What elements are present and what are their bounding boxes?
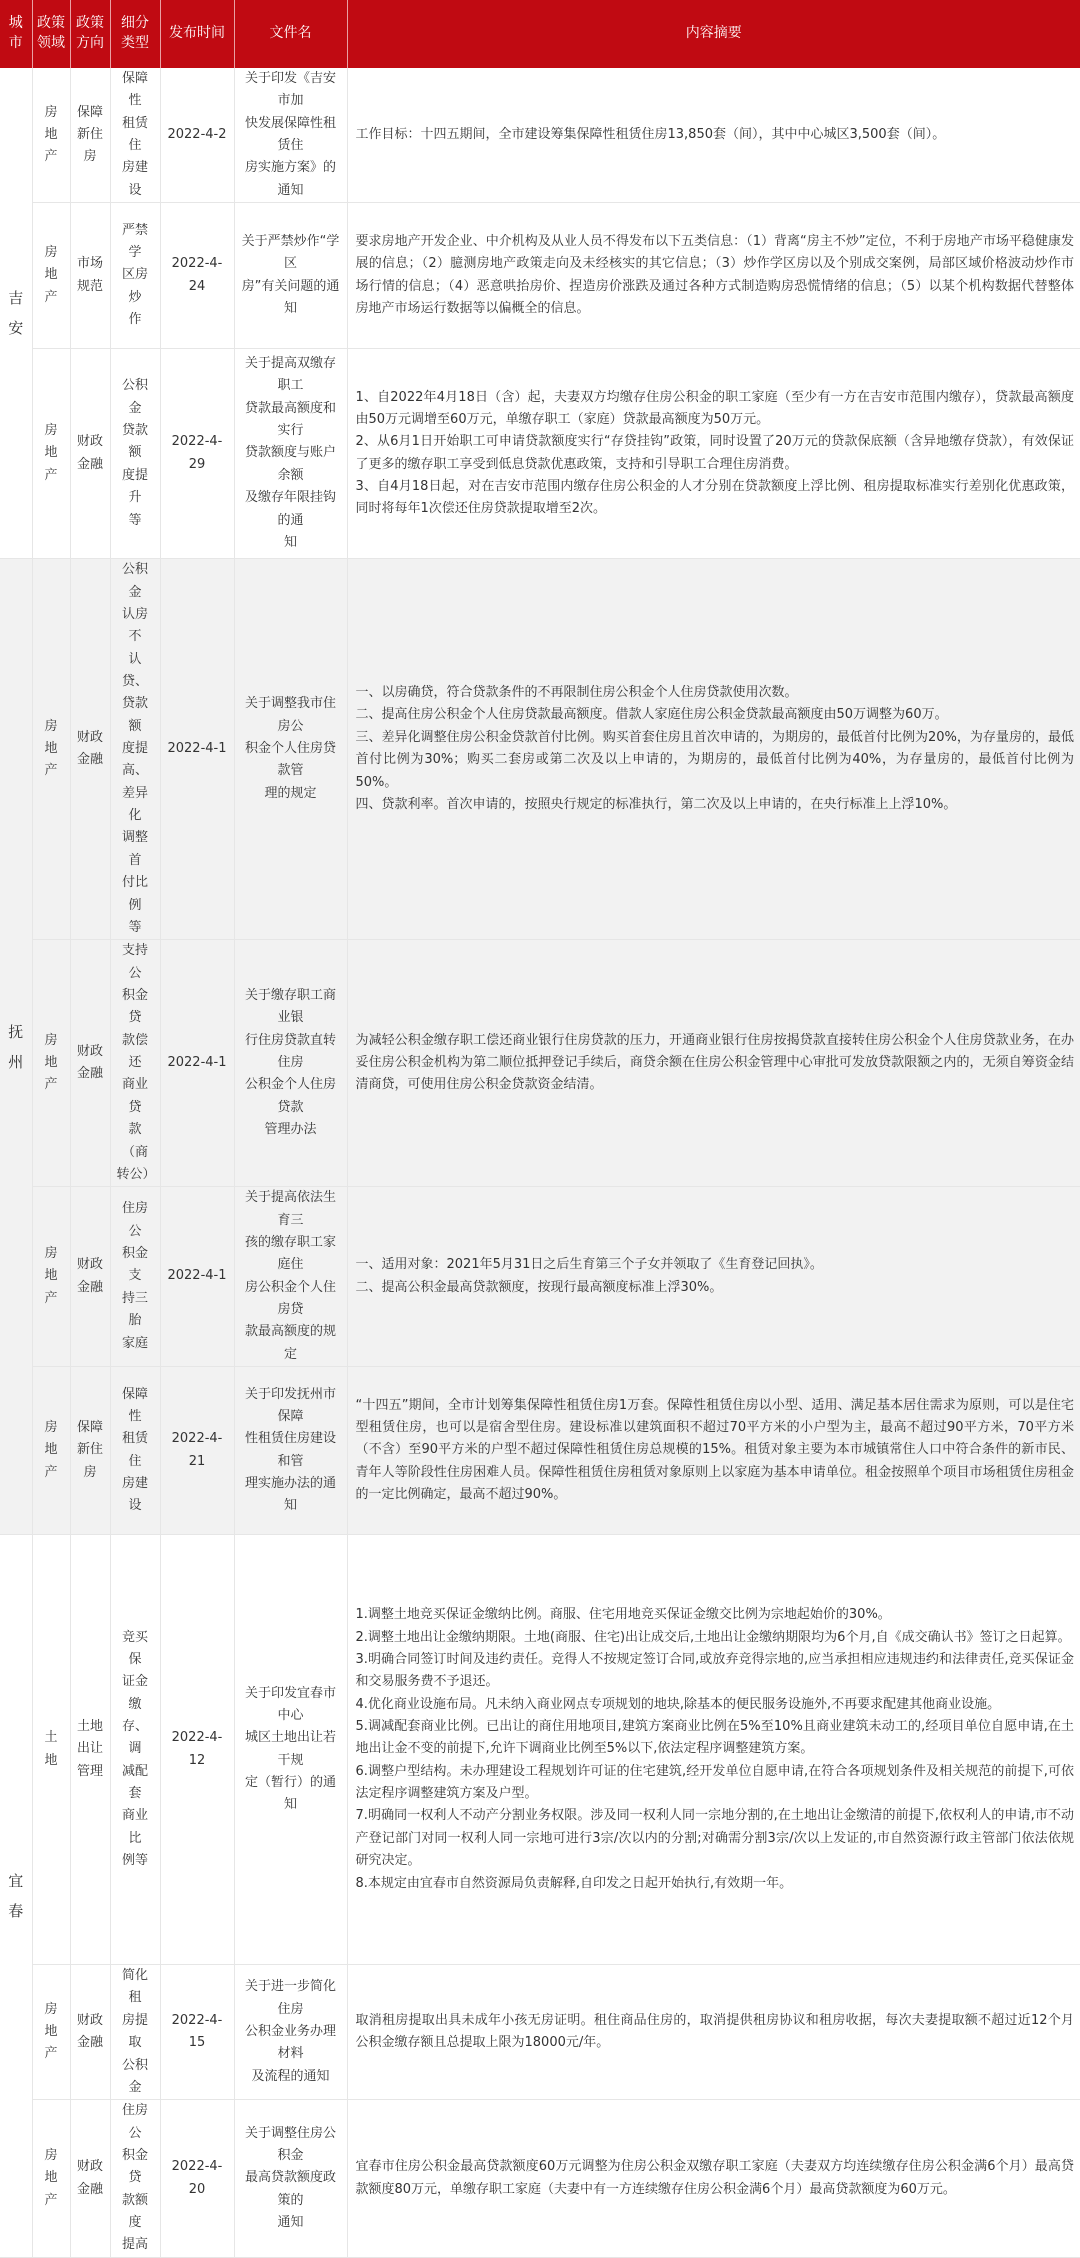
summary-cell: 一、适用对象：2021年5月31日之后生育第三个子女并领取了《生育登记回执》。 二、提高公积金最高贷款额度，按现行最高额度标准上浮30%。 xyxy=(347,1187,1080,1367)
summary-cell: 1、自2022年4月18日（含）起，夫妻双方均缴存住房公积金的职工家庭（至少有一方在吉安市范围内缴存），贷款最高额度由50万元调增至60万元，单缴存职工（家庭）贷款最高额度为50万元。 2、从6月1日开始职工可申请贷款额度实行“存贷挂钩”政策，同时设置了20万元的贷款保底额（含异地缴存贷款），有效保证了更多的缴存职工享受到低息贷款优惠政策，支持和引导职工合理住房消费。 3、自4月18日起，对在吉安市范围内缴存住房公积金的人才分别在贷款额度上浮比例、租房提取标准实行差别化优惠政策，同时将每年1次偿还住房贷款提取增至2次。 xyxy=(347,349,1080,559)
file-cell: 关于缴存职工商业银 行住房贷款直转住房 公积金个人住房贷款 管理办法 xyxy=(234,940,347,1187)
date-cell: 2022-4-12 xyxy=(160,1535,234,1965)
table-row xyxy=(0,1367,1080,1535)
date-cell: 2022-4-24 xyxy=(160,203,234,349)
summary-cell: 宜春市住房公积金最高贷款额度60万元调整为住房公积金双缴存职工家庭（夫妻双方均连续缴存住房公积金满6个月）最高贷款额度80万元，单缴存职工家庭（夫妻中有一方连续缴存住房公积金满6个月）最高贷款额度为60万元。 xyxy=(347,2100,1080,2258)
date-cell: 2022-4-29 xyxy=(160,349,234,559)
city-cell-yichun: 宜 春 xyxy=(0,1535,32,2258)
file-cell: 关于调整住房公积金 最高贷款额度政策的 通知 xyxy=(234,2100,347,2258)
file-cell: 关于印发宜春市中心 城区土地出让若干规 定（暂行）的通知 xyxy=(234,1535,347,1965)
table-row xyxy=(0,559,1080,940)
direction-cell: 财政 金融 xyxy=(70,1965,110,2100)
file-cell: 关于提高双缴存职工 贷款最高额度和实行 贷款额度与账户余额 及缴存年限挂钩的通 知 xyxy=(234,349,347,559)
date-cell: 2022-4-21 xyxy=(160,1367,234,1535)
summary-cell: 一、以房确贷，符合贷款条件的不再限制住房公积金个人住房贷款使用次数。 二、提高住房公积金个人住房贷款最高额度。借款人家庭住房公积金贷款最高额度由50万调整为60万。 三、差异化调整住房公积金贷款首付比例。购买首套住房且首次申请的，为期房的，最低首付比例为20%，为存量房的，最低首付比例为30%；购买二套房或第二次及以上申请的，为期房的，最低首付比例为40%，为存量房的，最低首付比例为50%。 四、贷款利率。首次申请的，按照央行规定的标准执行，第二次及以上申请的，在央行标准上上浮10%。 xyxy=(347,559,1080,940)
summary-cell: 取消租房提取出具未成年小孩无房证明。租住商品住房的，取消提供租房协议和租房收据，每次夫妻提取额不超过近12个月公积金缴存额且总提取上限为18000元/年。 xyxy=(347,1965,1080,2100)
direction-cell: 财政 金融 xyxy=(70,349,110,559)
direction-cell: 财政 金融 xyxy=(70,2100,110,2258)
header-direction: 政策 方向 xyxy=(70,0,110,68)
domain-cell: 房地 产 xyxy=(32,349,70,559)
header-city: 城 市 xyxy=(0,0,32,68)
domain-cell: 土地 xyxy=(32,1535,70,1965)
summary-cell: “十四五”期间，全市计划筹集保障性租赁住房1万套。保障性租赁住房以小型、适用、满足基本居住需求为原则，可以是住宅型租赁住房，也可以是宿舍型住房。建设标准以建筑面积不超过70平方米的小户型为主，最高不超过90平方米，70平方米（不含）至90平方米的户型不超过保障性租赁住房总规模的15%。租赁对象主要为本市城镇常住人口中符合条件的新市民、青年人等阶段性住房困难人员。保障性租赁住房租赁对象原则上以家庭为基本申请单位。租金按照单个项目市场租赁住房租金的一定比例确定，最高不超过90%。 xyxy=(347,1367,1080,1535)
header-file: 文件名 xyxy=(234,0,347,68)
table-row xyxy=(0,940,1080,1187)
table-row xyxy=(0,203,1080,349)
date-cell: 2022-4-1 xyxy=(160,1187,234,1367)
subtype-cell: 公积金 贷款额 度提升 等 xyxy=(110,349,160,559)
domain-cell: 房地 产 xyxy=(32,203,70,349)
summary-cell: 工作目标：十四五期间，全市建设筹集保障性租赁住房13,850套（间），其中中心城区3,500套（间）。 xyxy=(347,68,1080,203)
date-cell: 2022-4-20 xyxy=(160,2100,234,2258)
subtype-cell: 住房公 积金贷 款额度 提高 xyxy=(110,2100,160,2258)
table-row xyxy=(0,68,1080,203)
subtype-cell: 保障性 租赁住 房建设 xyxy=(110,1367,160,1535)
summary-cell: 1.调整土地竞买保证金缴纳比例。商服、住宅用地竞买保证金缴交比例为宗地起始价的30%。 2.调整土地出让金缴纳期限。土地(商服、住宅)出让成交后,土地出让金缴纳期限均为6个月,自《成交确认书》签订之日起算。 3.明确合同签订时间及违约责任。竞得人不按规定签订合同,或放弃竞得宗地的,应当承担相应违规违约和法律责任,竞买保证金和交易服务费不予退还。 4.优化商业设施布局。凡未纳入商业网点专项规划的地块,除基本的便民服务设施外,不再要求配建其他商业设施。 5.调减配套商业比例。已出让的商住用地项目,建筑方案商业比例在5%至10%且商业建筑未动工的,经项目单位自愿申请,在土地出让金不变的前提下,允许下调商业比例至5%以下,依法定程序调整建筑方案。 6.调整户型结构。未办理建设工程规划许可证的住宅建筑,经开发单位自愿申请,在符合各项规划条件及相关规范的前提下,可依法定程序调整建筑方案及户型。 7.明确同一权利人不动产分割业务权限。涉及同一权利人同一宗地分割的,在土地出让金缴清的前提下,依权利人的申请,市不动产登记部门对同一权利人同一宗地可进行3宗/次以内的分割;对确需分割3宗/次以上发证的,市自然资源行政主管部门依法依规研究决定。 8.本规定由宜春市自然资源局负责解释,自印发之日起开始执行,有效期一年。 xyxy=(347,1535,1080,1965)
table-row xyxy=(0,1535,1080,1965)
direction-cell: 财政 金融 xyxy=(70,559,110,940)
domain-cell: 房地 产 xyxy=(32,1965,70,2100)
subtype-cell: 竞买保 证金缴 存、调 减配套 商业比 例等 xyxy=(110,1535,160,1965)
file-cell: 关于调整我市住房公 积金个人住房贷款管 理的规定 xyxy=(234,559,347,940)
header-subtype: 细分 类型 xyxy=(110,0,160,68)
file-cell: 关于印发抚州市保障 性租赁住房建设和管 理实施办法的通知 xyxy=(234,1367,347,1535)
domain-cell: 房地 产 xyxy=(32,1367,70,1535)
date-cell: 2022-4-1 xyxy=(160,940,234,1187)
domain-cell: 房地 产 xyxy=(32,2100,70,2258)
subtype-cell: 保障性 租赁住 房建设 xyxy=(110,68,160,203)
subtype-cell: 住房公 积金支 持三胎 家庭 xyxy=(110,1187,160,1367)
domain-cell: 房地 产 xyxy=(32,940,70,1187)
header-date: 发布时间 xyxy=(160,0,234,68)
direction-cell: 土地 出让 管理 xyxy=(70,1535,110,1965)
direction-cell: 保障 新住 房 xyxy=(70,1367,110,1535)
summary-cell: 为减轻公积金缴存职工偿还商业银行住房贷款的压力，开通商业银行住房按揭贷款直接转住房公积金个人住房贷款业务，在办妥住房公积金机构为第二顺位抵押登记手续后，商贷余额在住房公积金管理中心审批可发放贷款限额之内的，无须自筹资金结清商贷，可使用住房公积金贷款资金结清。 xyxy=(347,940,1080,1187)
direction-cell: 财政 金融 xyxy=(70,1187,110,1367)
direction-cell: 财政 金融 xyxy=(70,940,110,1187)
direction-cell: 市场 规范 xyxy=(70,203,110,349)
city-cell-jian: 吉 安 xyxy=(0,68,32,559)
file-cell: 关于印发《吉安市加 快发展保障性租赁住 房实施方案》的通知 xyxy=(234,68,347,203)
date-cell: 2022-4-15 xyxy=(160,1965,234,2100)
domain-cell: 房地 产 xyxy=(32,68,70,203)
direction-cell: 保障 新住 房 xyxy=(70,68,110,203)
summary-cell: 要求房地产开发企业、中介机构及从业人员不得发布以下五类信息：（1）背离“房主不炒”定位，不利于房地产市场平稳健康发展的信息；（2）臆测房地产政策走向及未经核实的其它信息；（3）炒作学区房以及个别成交案例，局部区域价格波动炒作市场行情的信息；（4）恶意哄抬房价、捏造房价涨跌及通过各种方式制造购房恐慌情绪的信息；（5）以某个机构数据代替整体房地产市场运行数据等以偏概全的信息。 xyxy=(347,203,1080,349)
subtype-cell: 支持公 积金贷 款偿还 商业贷 款（商 转公） xyxy=(110,940,160,1187)
table-row xyxy=(0,2100,1080,2258)
header-domain: 政策 领域 xyxy=(32,0,70,68)
file-cell: 关于进一步简化住房 公积金业务办理材料 及流程的通知 xyxy=(234,1965,347,2100)
subtype-cell: 简化租 房提取 公积金 xyxy=(110,1965,160,2100)
table-row xyxy=(0,1187,1080,1367)
date-cell: 2022-4-2 xyxy=(160,68,234,203)
city-cell-fuzhou: 抚 州 xyxy=(0,559,32,1535)
header-row xyxy=(0,0,1080,68)
table-row xyxy=(0,1965,1080,2100)
table-row xyxy=(0,349,1080,559)
file-cell: 关于严禁炒作“学区 房”有关问题的通知 xyxy=(234,203,347,349)
file-cell: 关于提高依法生育三 孩的缴存职工家庭住 房公积金个人住房贷 款最高额度的规定 xyxy=(234,1187,347,1367)
date-cell: 2022-4-1 xyxy=(160,559,234,940)
subtype-cell: 公积金 认房不 认贷、 贷款额 度提高、 差异化 调整首 付比例 等 xyxy=(110,559,160,940)
domain-cell: 房地 产 xyxy=(32,1187,70,1367)
domain-cell: 房地 产 xyxy=(32,559,70,940)
header-summary: 内容摘要 xyxy=(347,0,1080,68)
subtype-cell: 严禁学 区房炒 作 xyxy=(110,203,160,349)
